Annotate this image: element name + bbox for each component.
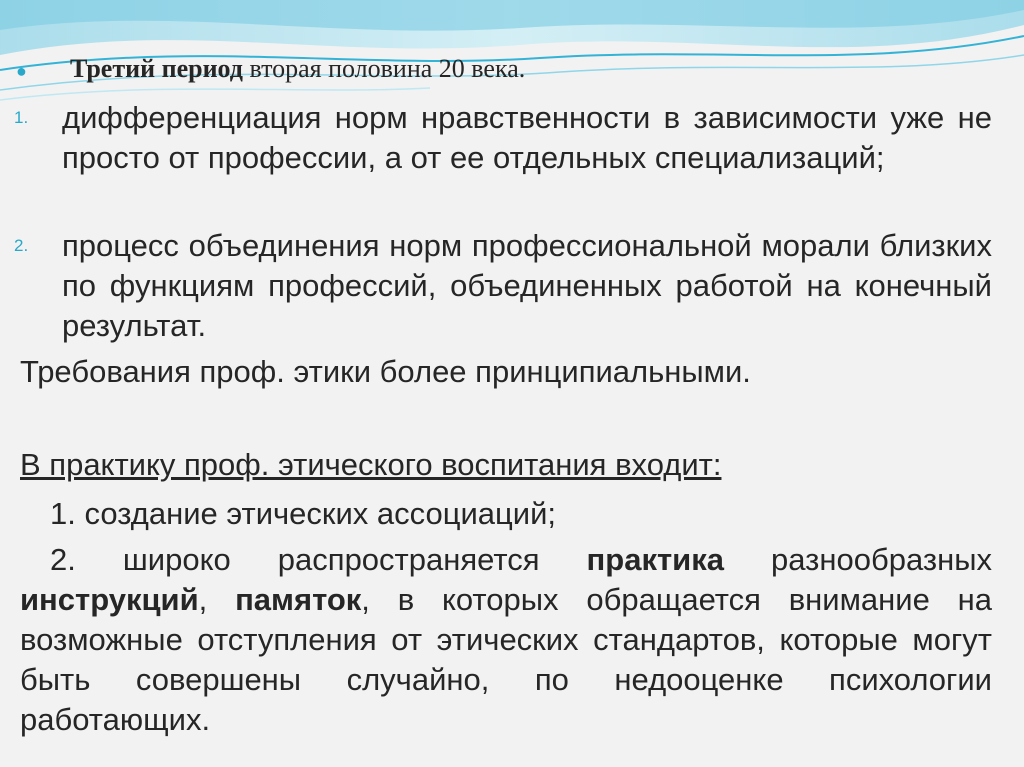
period-heading — [16, 52, 1006, 88]
bold-text: практика — [586, 542, 724, 577]
text-part: , — [198, 582, 236, 617]
practice-heading: В практику проф. этического воспитания входит: — [20, 447, 722, 482]
list-number: 1. — [14, 108, 29, 127]
heading-rest: вторая половина 20 века. — [242, 54, 526, 83]
list-text: дифференциация норм нравственности в зависимости уже не просто от профессии, а от ее отдельных специализаций; — [62, 100, 992, 175]
bullet-icon: ● — [16, 61, 27, 82]
heading-bold: Третий период — [70, 54, 243, 83]
text-part: , в которых обращается внимание на возможные отступления от этических стандартов, которые могут быть совершены случайно, по недооценке психологии работающих. — [20, 582, 992, 737]
list-text: процесс объединения норм профессиональной морали близких по функциям профессий, объединенных работой на конечный результат. — [62, 228, 992, 343]
bold-text: инструкций — [20, 582, 199, 617]
practice-item-2 — [20, 540, 992, 740]
list-number: 2. — [14, 236, 29, 255]
bold-text: памяток — [235, 582, 362, 617]
text-part: разнообразных — [723, 542, 992, 577]
text-part: 2. широко распространяется — [50, 542, 587, 577]
practice-item-1: 1. создание этических ассоциаций; — [50, 496, 557, 531]
requirements-text: Требования проф. этики более принципиальными. — [20, 354, 751, 389]
